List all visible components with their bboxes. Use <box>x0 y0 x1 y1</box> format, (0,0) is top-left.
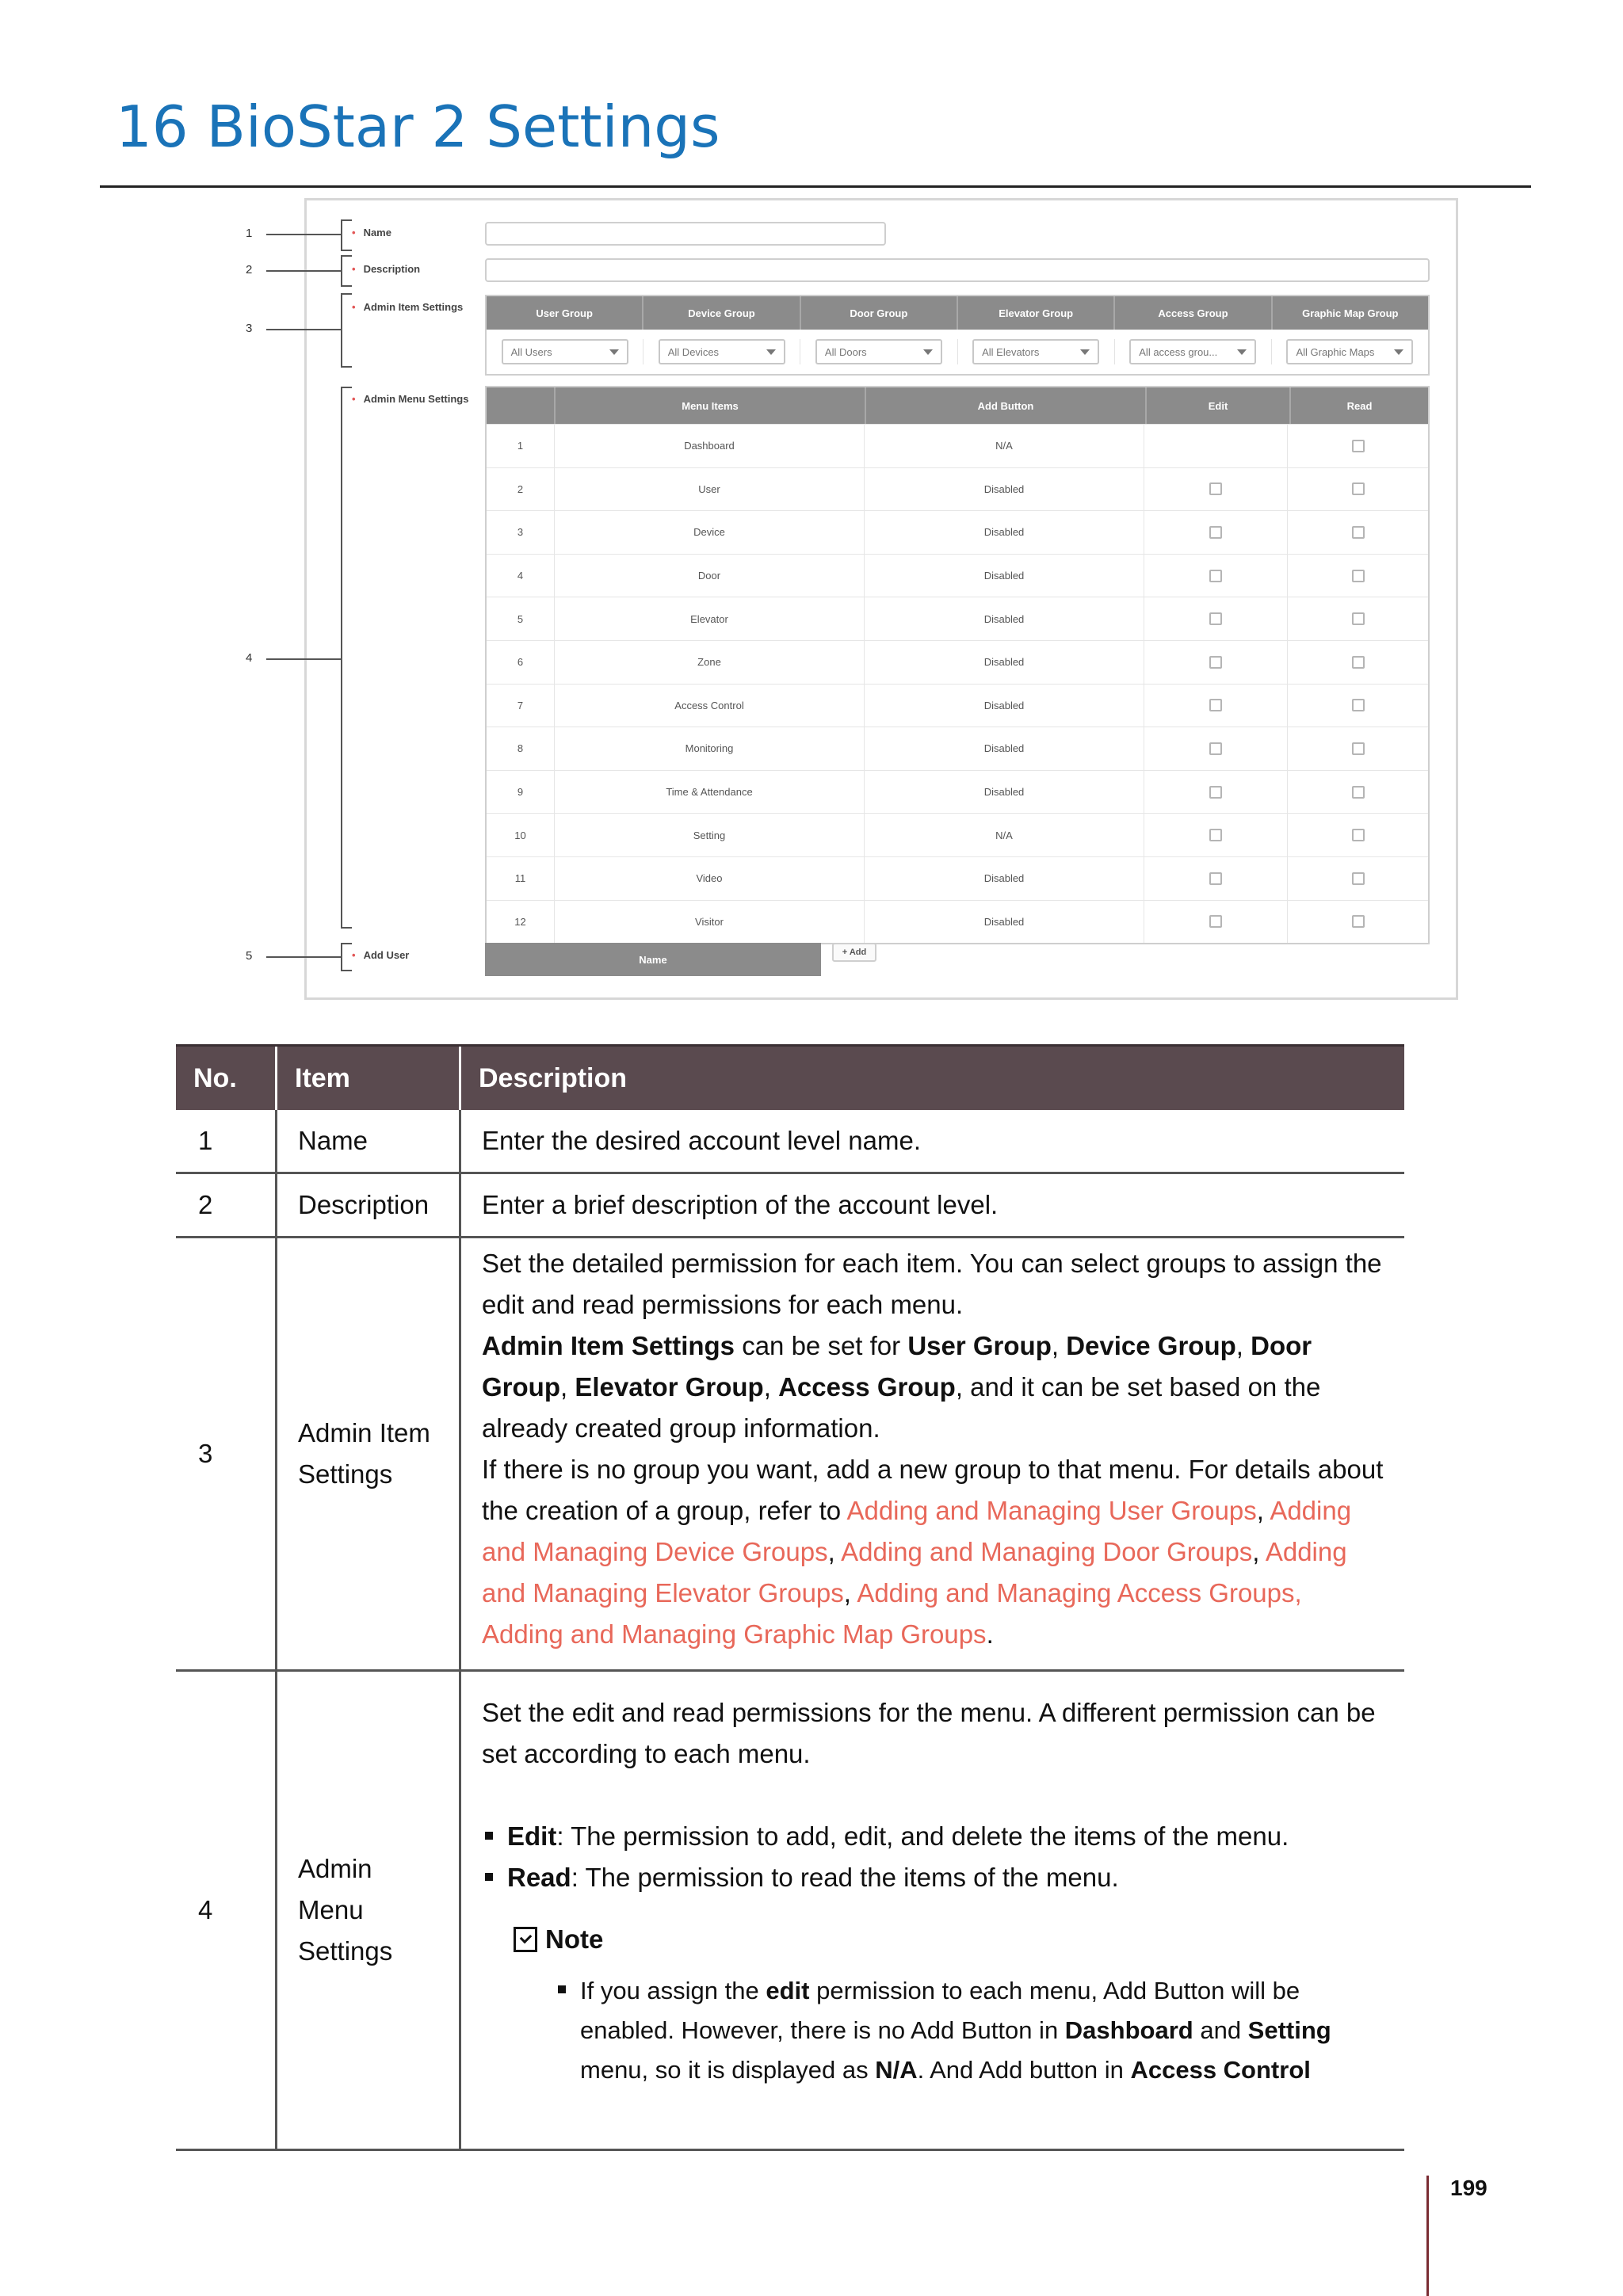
menu-row-item: Door <box>555 555 865 597</box>
callout-line-1 <box>266 234 341 235</box>
read-checkbox[interactable] <box>1352 829 1365 841</box>
menu-row-read <box>1288 727 1428 770</box>
header-no: No. <box>176 1047 277 1110</box>
table-row: 3 Admin Item Settings Set the detailed permission for each item. You can select groups to assign the edit and read permissions for each menu. Admin Item Settings can be set for User Group, Device Group, Door Group, Elevator Group, Access Group, and it can be set based on the already created group information. If there is no group you want, add a new group to that menu. For details about the creation of a group, refer to Adding and Managing User Groups, Adding and Managing Device Groups, Adding and Managing Door Groups, Adding and Managing Elevator Groups, Adding and Managing Access Groups, Adding and Managing Graphic Map Groups. <box>176 1238 1404 1672</box>
menu-row-add: N/A <box>865 425 1144 467</box>
add-user-name-column: Name <box>485 943 821 976</box>
read-checkbox[interactable] <box>1352 786 1365 799</box>
menu-row-no: 2 <box>487 468 555 511</box>
menu-row-item: Elevator <box>555 597 865 640</box>
access-group-select[interactable]: All access grou... <box>1129 339 1256 364</box>
menu-row-no: 5 <box>487 597 555 640</box>
callout-bracket-1 <box>341 219 352 251</box>
page-number-bar <box>1426 2176 1429 2296</box>
chevron-down-icon <box>1080 349 1090 355</box>
menu-row-add: Disabled <box>865 857 1144 900</box>
table-row: 2 Description Enter a brief description of the account level. <box>176 1174 1404 1238</box>
edit-checkbox[interactable] <box>1209 829 1222 841</box>
menu-row-add: Disabled <box>865 511 1144 554</box>
menu-row-read <box>1288 641 1428 684</box>
menu-row-edit <box>1144 901 1288 944</box>
menu-row-read <box>1288 814 1428 856</box>
menu-row-add: Disabled <box>865 901 1144 944</box>
menu-row-no: 11 <box>487 857 555 900</box>
link-device-groups[interactable]: Adding and Managing Device Groups <box>482 1496 1352 1566</box>
menu-row-item: Time & Attendance <box>555 771 865 814</box>
table-row <box>487 510 1428 554</box>
menu-row-add: Disabled <box>865 727 1144 770</box>
description-input[interactable] <box>485 258 1430 282</box>
table-row <box>487 770 1428 814</box>
callout-line-5 <box>266 956 341 958</box>
menu-row-no: 1 <box>487 425 555 467</box>
chevron-down-icon <box>1237 349 1247 355</box>
description-table <box>176 1044 1404 2151</box>
add-user-button[interactable]: + Add <box>832 943 876 962</box>
read-checkbox[interactable] <box>1352 656 1365 669</box>
menu-row-no: 3 <box>487 511 555 554</box>
edit-checkbox[interactable] <box>1209 482 1222 495</box>
note-heading: Note <box>514 1919 1388 1960</box>
menu-row-read <box>1288 771 1428 814</box>
device-group-select[interactable]: All Devices <box>659 339 785 364</box>
read-checkbox[interactable] <box>1352 742 1365 755</box>
menu-row-read <box>1288 597 1428 640</box>
clipboard-check-icon <box>514 1927 537 1952</box>
menu-row-edit <box>1144 857 1288 900</box>
table-row <box>487 856 1428 900</box>
callout-line-2 <box>266 270 341 272</box>
name-label: • Name <box>352 227 391 238</box>
menu-row-add: Disabled <box>865 597 1144 640</box>
link-user-groups[interactable]: Adding and Managing User Groups <box>846 1496 1257 1525</box>
callout-bracket-2 <box>341 255 352 287</box>
table-row <box>487 684 1428 727</box>
menu-row-item: Video <box>555 857 865 900</box>
read-checkbox[interactable] <box>1352 482 1365 495</box>
note-item: If you assign the edit permission to each menu, Add Button will be enabled. However, there is no Add Button in Dashboard and Setting menu, so it is displayed as N/A. And Add button in Access Control <box>555 1971 1388 2090</box>
header-description: Description <box>479 1062 628 1093</box>
elevator-group-select[interactable]: All Elevators <box>972 339 1099 364</box>
menu-row-item: Device <box>555 511 865 554</box>
menu-row-edit <box>1144 814 1288 856</box>
menu-col-header: Edit <box>1147 387 1291 424</box>
menu-row-add: N/A <box>865 814 1144 856</box>
callout-4: 4 <box>246 651 253 665</box>
menu-row-edit <box>1144 511 1288 554</box>
link-door-groups[interactable]: Adding and Managing Door Groups <box>841 1537 1253 1566</box>
menu-row-edit <box>1144 685 1288 727</box>
page-title: 16 BioStar 2 Settings <box>116 93 720 160</box>
menu-row-read <box>1288 468 1428 511</box>
callout-line-4 <box>266 658 341 660</box>
edit-checkbox[interactable] <box>1209 612 1222 625</box>
menu-col-header: Menu Items <box>556 387 866 424</box>
table-row <box>487 554 1428 597</box>
bullet-icon <box>558 1985 566 1993</box>
menu-row-edit <box>1144 727 1288 770</box>
table-row <box>487 424 1428 467</box>
bullet-icon <box>485 1832 493 1840</box>
table-row <box>487 640 1428 684</box>
read-checkbox[interactable] <box>1352 915 1365 928</box>
menu-row-add: Disabled <box>865 468 1144 511</box>
menu-row-read <box>1288 857 1428 900</box>
menu-row-item: Access Control <box>555 685 865 727</box>
bullet-icon <box>485 1873 493 1881</box>
menu-row-add: Disabled <box>865 771 1144 814</box>
read-checkbox[interactable] <box>1352 612 1365 625</box>
menu-row-read <box>1288 685 1428 727</box>
edit-checkbox[interactable] <box>1209 915 1222 928</box>
list-item: Edit: The permission to add, edit, and delete the items of the menu. <box>482 1816 1388 1857</box>
door-group-select[interactable]: All Doors <box>815 339 942 364</box>
graphic-map-group-select[interactable]: All Graphic Maps <box>1286 339 1413 364</box>
menu-row-no: 10 <box>487 814 555 856</box>
menu-row-no: 7 <box>487 685 555 727</box>
menu-row-read <box>1288 425 1428 467</box>
menu-row-add: Disabled <box>865 685 1144 727</box>
menu-row-read <box>1288 901 1428 944</box>
edit-checkbox[interactable] <box>1209 526 1222 539</box>
description-label: • Description <box>352 263 421 275</box>
callout-3: 3 <box>246 322 253 335</box>
admin-menu-table <box>485 386 1430 944</box>
admin-item-settings-label: • Admin Item Settings <box>352 301 464 313</box>
callout-line-3 <box>266 329 341 330</box>
callout-bracket-5 <box>341 943 352 971</box>
menu-row-no: 9 <box>487 771 555 814</box>
group-col-header: Door Group <box>801 296 958 330</box>
menu-row-item: User <box>555 468 865 511</box>
page-number: 199 <box>1450 2176 1487 2200</box>
menu-row-item: Visitor <box>555 901 865 944</box>
menu-row-item: Setting <box>555 814 865 856</box>
header-item: Item <box>277 1047 461 1110</box>
table-header <box>176 1044 1404 1110</box>
table-row <box>487 467 1428 511</box>
table-row <box>487 727 1428 770</box>
edit-checkbox[interactable] <box>1209 872 1222 885</box>
edit-checkbox[interactable] <box>1209 656 1222 669</box>
list-item: Read: The permission to read the items of the menu. <box>482 1857 1388 1898</box>
menu-row-read <box>1288 555 1428 597</box>
table-row: 4 Admin Menu Settings Set the edit and read permissions for the menu. A different permission can be set according to each menu. Edit: The permission to add, edit, and delete the items of the menu. Read: The permission to read the items of the menu. Note If you assign the edit permission to each menu, Add Button will be enabled. However, there is no Add Button in Dashboard and Setting menu, so it is displayed as N/A. And Add button in Access Control <box>176 1672 1404 2151</box>
menu-row-item: Zone <box>555 641 865 684</box>
user-group-select[interactable]: All Users <box>502 339 628 364</box>
menu-row-edit <box>1144 771 1288 814</box>
admin-menu-settings-label: • Admin Menu Settings <box>352 393 469 405</box>
edit-checkbox[interactable] <box>1209 699 1222 711</box>
menu-row-read <box>1288 511 1428 554</box>
menu-row-no: 6 <box>487 641 555 684</box>
menu-row-edit <box>1144 641 1288 684</box>
menu-row-edit <box>1144 468 1288 511</box>
menu-row-add: Disabled <box>865 641 1144 684</box>
read-checkbox[interactable] <box>1352 570 1365 582</box>
menu-row-no: 12 <box>487 901 555 944</box>
link-elevator-groups[interactable]: Adding and Managing Elevator Groups <box>482 1537 1347 1608</box>
table-row: 1 Name Enter the desired account level name. <box>176 1110 1404 1174</box>
callout-2: 2 <box>246 263 253 277</box>
group-col-header: Elevator Group <box>958 296 1115 330</box>
add-user-label: • Add User <box>352 949 410 961</box>
group-col-header: Graphic Map Group <box>1302 307 1399 319</box>
callout-1: 1 <box>246 227 253 240</box>
table-row <box>487 813 1428 856</box>
link-graphic-map-groups[interactable]: Adding and Managing Graphic Map Groups <box>482 1619 987 1649</box>
menu-row-no: 8 <box>487 727 555 770</box>
menu-row-edit <box>1144 425 1288 467</box>
admin-item-groups <box>485 295 1430 376</box>
menu-row-item: Monitoring <box>555 727 865 770</box>
menu-row-add: Disabled <box>865 555 1144 597</box>
read-checkbox[interactable] <box>1352 699 1365 711</box>
chevron-down-icon <box>609 349 619 355</box>
name-input[interactable] <box>485 222 886 246</box>
callout-5: 5 <box>246 949 253 963</box>
callout-bracket-4 <box>341 387 352 929</box>
callout-bracket-3 <box>341 293 352 368</box>
edit-checkbox[interactable] <box>1209 786 1222 799</box>
menu-col-header: Add Button <box>866 387 1147 424</box>
table-row <box>487 597 1428 640</box>
group-col-header: Access Group <box>1115 296 1272 330</box>
link-access-groups[interactable]: Adding and Managing Access Groups, <box>857 1578 1302 1608</box>
group-col-header: Device Group <box>643 296 800 330</box>
group-col-header: User Group <box>487 296 643 330</box>
read-checkbox[interactable] <box>1352 872 1365 885</box>
edit-checkbox[interactable] <box>1209 570 1222 582</box>
menu-row-edit <box>1144 597 1288 640</box>
chevron-down-icon <box>1394 349 1403 355</box>
read-checkbox[interactable] <box>1352 440 1365 452</box>
menu-row-no: 4 <box>487 555 555 597</box>
title-rule <box>100 185 1531 188</box>
chevron-down-icon <box>766 349 776 355</box>
menu-row-edit <box>1144 555 1288 597</box>
menu-col-header: Read <box>1346 399 1373 412</box>
read-checkbox[interactable] <box>1352 526 1365 539</box>
edit-checkbox[interactable] <box>1209 742 1222 755</box>
table-row <box>487 900 1428 944</box>
menu-row-item: Dashboard <box>555 425 865 467</box>
chevron-down-icon <box>923 349 933 355</box>
